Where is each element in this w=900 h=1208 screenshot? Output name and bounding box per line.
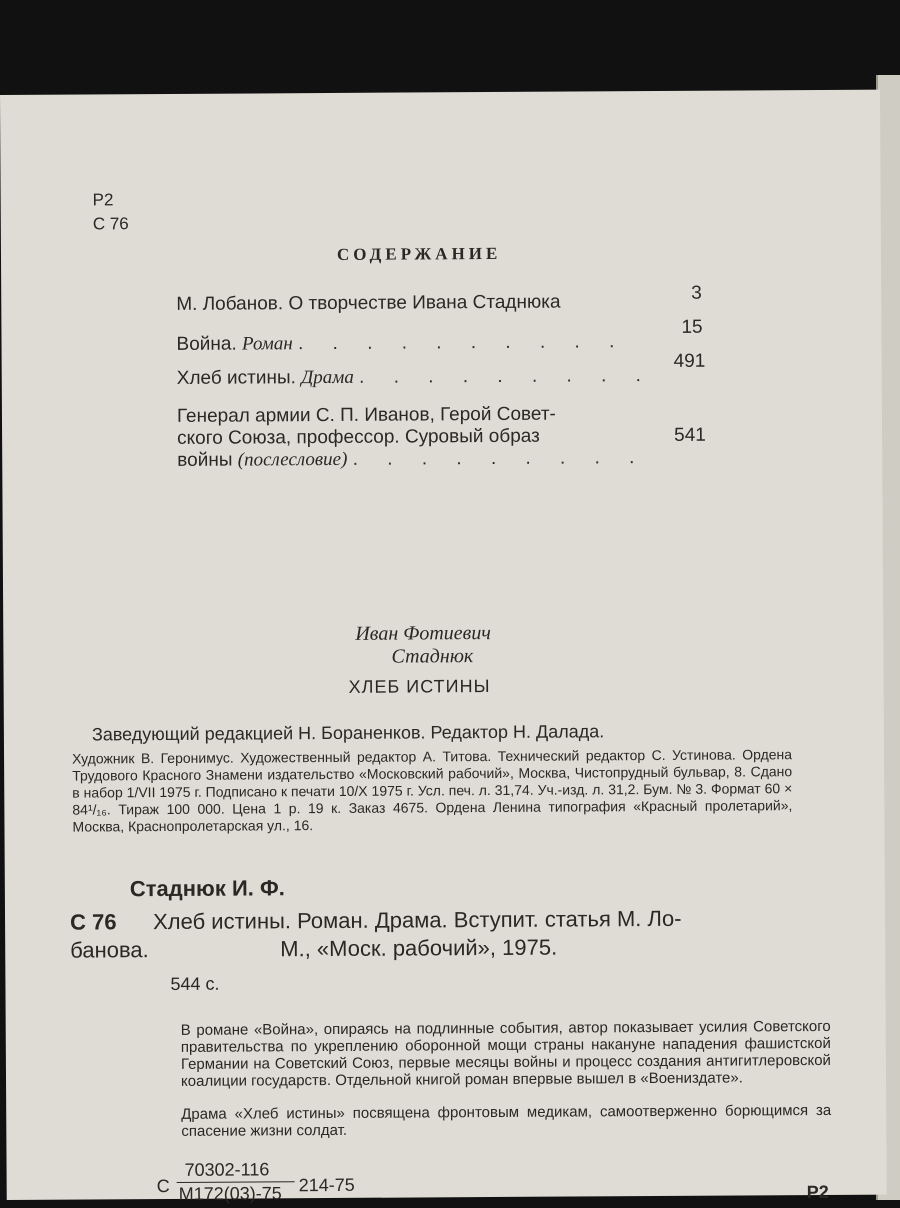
index-prefix: С — [156, 1175, 170, 1197]
catalog-pages: 544 с. — [170, 973, 220, 994]
toc-entry-genre: (послесловие) — [237, 448, 348, 471]
toc-leader-dots: . . . . . . . . . — [359, 365, 653, 388]
index-denominator: М172(03)-75 — [178, 1183, 282, 1204]
toc-leader-dots: . . . . . . . . . . — [297, 331, 627, 355]
toc-entry-text: Война. — [176, 333, 237, 355]
classification-code-1: Р2 — [92, 190, 114, 210]
toc-page-4: 541 — [674, 424, 706, 446]
toc-entry-text: М. Лобанов. О творчестве Ивана Стаднюка — [176, 291, 561, 315]
index-numerator: 70302-116 — [184, 1159, 270, 1180]
author-first-name: Иван Фотиевич — [355, 622, 491, 645]
toc-page-2: 15 — [681, 316, 703, 338]
imprint-details: Художник В. Геронимус. Художественный редактор А. Титова. Технический редактор С. Устинова. Ордена Трудового Красного Знамени издательство «Московский рабочий», Москва, Чистопрудный бульвар, 8. Сдано в набор 1/VII 1975 г. Подписано к печати 10/X 1975 г. Усл. печ. л. 31,74. Уч.-изд. л. 31,2. Бум. № 3. Формат 60 × 84¹/₁₆. Тираж 100 000. Цена 1 р. 19 к. Заказ 4675. Ордена Ленина типография «Красный пролетарий», Москва, Краснопролетарская ул., 16. — [72, 746, 793, 835]
imprint-editors: Заведующий редакцией Н. Бораненков. Редактор Н. Далада. — [91, 721, 605, 745]
catalog-line-2b: М., «Моск. рабочий», 1975. — [280, 934, 558, 962]
toc-entry-4-line2: ского Союза, профессор. Суровый образ — [177, 425, 540, 449]
toc-heading: СОДЕРЖАНИЕ — [336, 243, 502, 264]
toc-page-3: 491 — [673, 350, 706, 372]
catalog-annotation-2: Драма «Хлеб истины» посвящена фронтовым медикам, самоотверженно борющимся за спасение жизни солдат. — [181, 1101, 832, 1140]
catalog-line-2a: банова. — [70, 937, 149, 963]
toc-entry-genre: Драма — [301, 366, 354, 389]
toc-entry-2 — [176, 331, 626, 356]
toc-entry-4-line1: Генерал армии С. П. Иванов, Герой Совет- — [176, 403, 556, 427]
catalog-author: Стаднюк И. Ф. — [129, 875, 285, 902]
catalog-code: С 76 — [69, 909, 117, 935]
classification-code-2: С 76 — [92, 214, 129, 234]
book-page — [0, 90, 887, 1204]
toc-entry-1 — [176, 292, 560, 316]
catalog-line-1: Хлеб истины. Роман. Драма. Вступит. статья М. Ло- — [152, 905, 682, 935]
book-title: ХЛЕБ ИСТИНЫ — [348, 676, 491, 697]
index-suffix: 214-75 — [298, 1174, 355, 1196]
toc-entry-text: Хлеб истины. — [176, 367, 296, 389]
toc-entry-text: войны — [177, 449, 233, 471]
toc-page-1: 3 — [691, 282, 702, 304]
catalog-annotation-1: В романе «Война», опираясь на подлинные события, автор показывает усилия Советского правительства по укреплению оборонной мощи страны накануне нападения фашистской Германии на Советский Союз, первые месяцы войны и процесс создания антигитлеровской коалиции государств. Отдельной книгой роман впервые вышел в «Воениздате». — [180, 1017, 831, 1090]
toc-entry-genre: Роман — [241, 333, 293, 355]
corner-mark: Р2 — [806, 1181, 829, 1203]
toc-entry-3 — [177, 365, 653, 390]
toc-entry-4-line3 — [177, 447, 646, 472]
toc-leader-dots: . . . . . . . . . — [352, 447, 647, 470]
author-last-name: Стаднюк — [391, 645, 474, 668]
